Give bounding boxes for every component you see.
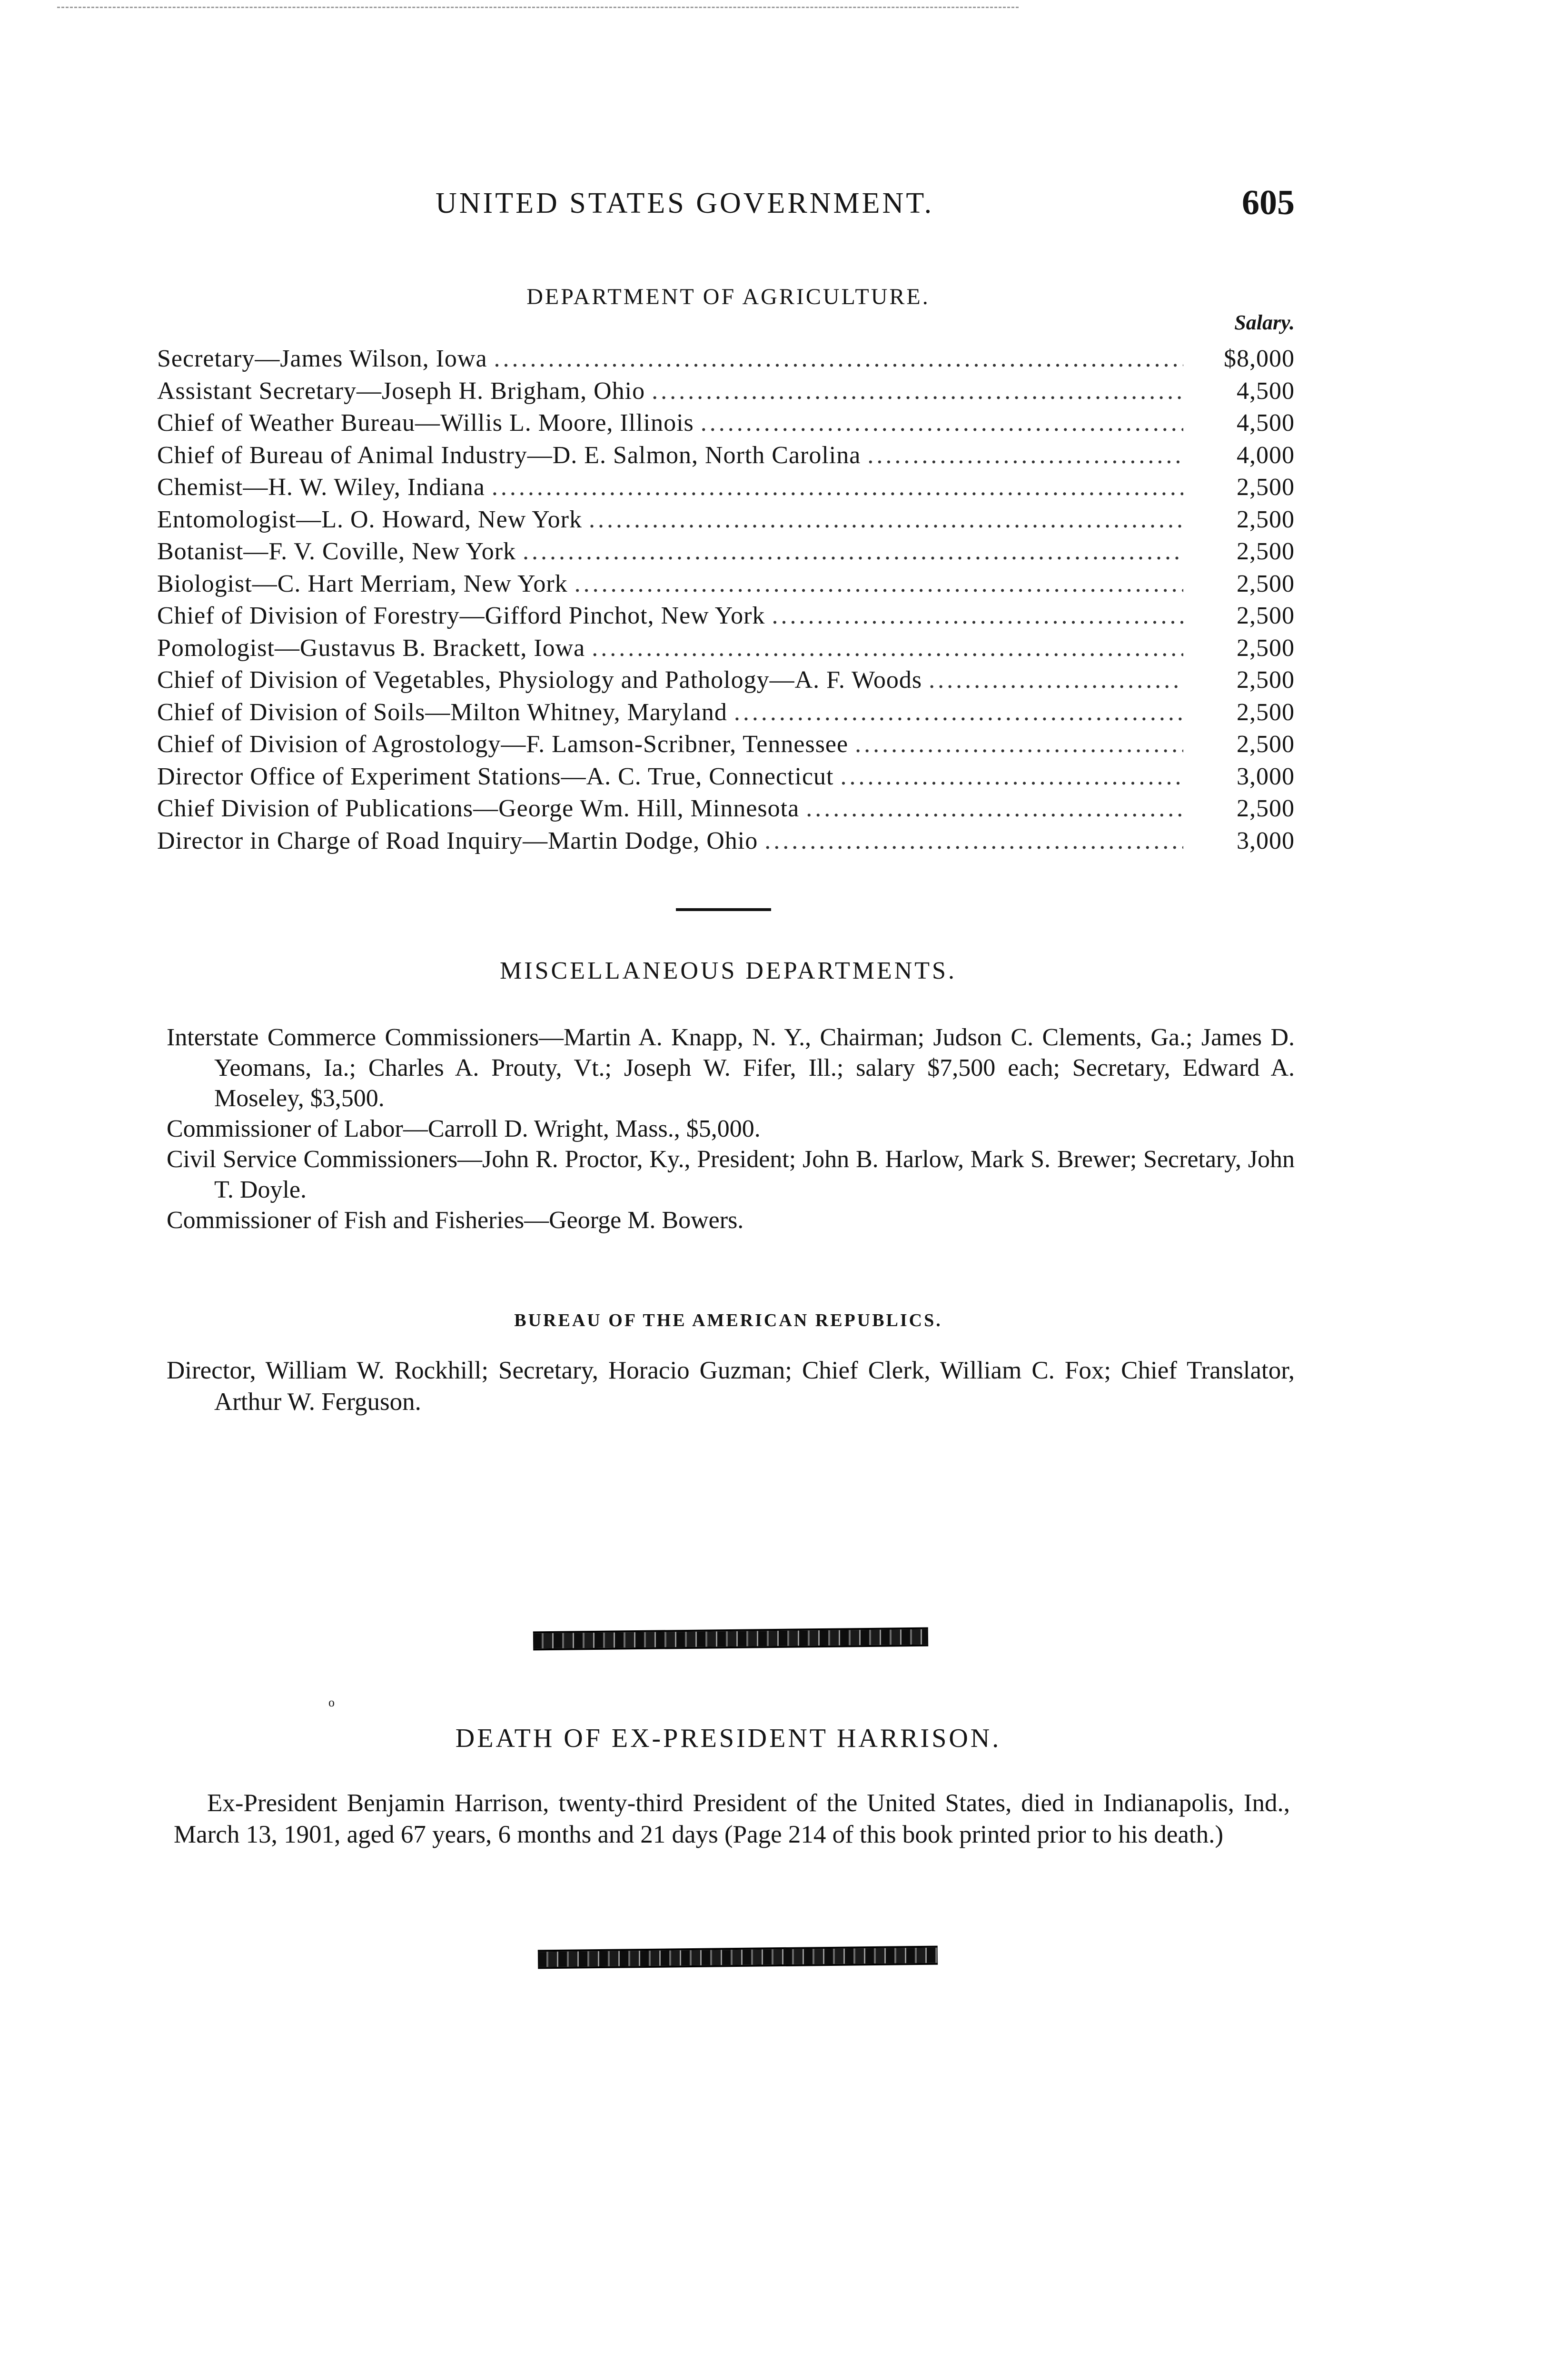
running-header — [162, 183, 1295, 229]
dot-leader — [855, 730, 1183, 758]
dot-leader — [764, 827, 1183, 855]
dot-leader — [652, 377, 1183, 405]
salary-row — [157, 698, 1295, 731]
salary-row-name: Botanist—F. V. Coville, New York — [157, 538, 516, 565]
salary-row — [157, 794, 1295, 827]
salary-row-name: Biologist—C. Hart Merriam, New York — [157, 570, 568, 597]
salary-row-amount: 2,500 — [1237, 666, 1295, 694]
misc-entry: Civil Service Commissioners—John R. Proctor, Ky., President; John B. Harlow, Mark S. Brewer; Secretary, John T. Doyle. — [167, 1146, 1295, 1203]
salary-row-amount: 2,500 — [1237, 474, 1295, 501]
salary-row-amount: 2,500 — [1237, 506, 1295, 533]
salary-row-amount: 2,500 — [1237, 538, 1295, 565]
stray-print-mark: o — [328, 1696, 335, 1709]
salary-row-name: Chemist—H. W. Wiley, Indiana — [157, 474, 485, 501]
salary-row-amount: 2,500 — [1237, 795, 1295, 822]
salary-row-name: Chief of Bureau of Animal Industry—D. E. Salmon, North Carolina — [157, 441, 861, 469]
salary-row — [157, 473, 1295, 506]
dot-leader — [575, 570, 1183, 598]
agriculture-section-title: DEPARTMENT OF AGRICULTURE. — [526, 284, 930, 309]
miscellaneous-section-title: MISCELLANEOUS DEPARTMENTS. — [500, 957, 957, 984]
death-notice-paragraph: Ex-President Benjamin Harrison, twenty-third President of the United States, died in Indianapolis, Ind., March 13, 1901, aged 67 years, 6 months and 21 days (Page 214 of this book printed prior to his death.) — [174, 1789, 1290, 1848]
salary-row-amount: 2,500 — [1237, 602, 1295, 629]
salary-row-name: Chief of Division of Agrostology—F. Lamson-Scribner, Tennessee — [157, 731, 849, 758]
death-notice-title: DEATH OF EX-PRESIDENT HARRISON. — [455, 1724, 1001, 1753]
salary-row-name: Director in Charge of Road Inquiry—Martin Dodge, Ohio — [157, 827, 758, 854]
salary-row-amount: 4,500 — [1237, 377, 1295, 405]
salary-row — [157, 666, 1295, 698]
salary-row-amount: 2,500 — [1237, 698, 1295, 726]
salary-row-amount: 3,000 — [1237, 827, 1295, 854]
bureau-section-title: BUREAU OF THE AMERICAN REPUBLICS. — [514, 1310, 942, 1330]
salary-row-amount: $8,000 — [1224, 345, 1295, 372]
salary-row-name: Pomologist—Gustavus B. Brackett, Iowa — [157, 634, 585, 662]
section-divider-rule — [676, 908, 771, 911]
salary-row — [157, 634, 1295, 666]
bureau-paragraph: Director, William W. Rockhill; Secretary, Horacio Guzman; Chief Clerk, William C. Fox; Chief Translator, Arthur W. Ferguson. — [167, 1357, 1295, 1416]
salary-row — [157, 377, 1295, 409]
salary-row-name: Secretary—James Wilson, Iowa — [157, 345, 487, 372]
dot-leader — [772, 602, 1183, 630]
salary-row-name: Chief of Division of Vegetables, Physiology and Pathology—A. F. Woods — [157, 666, 922, 694]
dot-leader — [494, 345, 1183, 373]
salary-row — [157, 570, 1295, 602]
dot-leader — [929, 666, 1183, 694]
salary-row — [157, 506, 1295, 538]
salary-row — [157, 827, 1295, 859]
salary-row — [157, 763, 1295, 795]
running-title: UNITED STATES GOVERNMENT. — [436, 187, 934, 219]
salary-row-amount: 2,500 — [1237, 634, 1295, 662]
dot-leader — [589, 506, 1183, 534]
salary-row-name: Entomologist—L. O. Howard, New York — [157, 506, 582, 533]
salary-row — [157, 441, 1295, 474]
misc-entry: Commissioner of Labor—Carroll D. Wright, Mass., $5,000. — [167, 1115, 761, 1142]
dot-leader — [840, 763, 1183, 791]
salary-row-name: Chief of Division of Soils—Milton Whitney, Maryland — [157, 698, 727, 726]
agriculture-salary-table — [157, 345, 1295, 859]
salary-row — [157, 345, 1295, 377]
dot-leader — [592, 634, 1183, 662]
ornamental-rule — [533, 1627, 928, 1651]
salary-row-name: Director Office of Experiment Stations—A. C. True, Connecticut — [157, 763, 834, 790]
salary-row-amount: 3,000 — [1237, 763, 1295, 790]
miscellaneous-entries — [167, 1022, 1295, 1236]
dot-leader — [492, 473, 1183, 501]
dot-leader — [734, 698, 1183, 726]
salary-row — [157, 409, 1295, 441]
salary-row-amount: 4,000 — [1237, 441, 1295, 469]
page-number: 605 — [1242, 183, 1295, 222]
salary-row-name: Chief of Weather Bureau—Willis L. Moore, Illinois — [157, 409, 694, 436]
salary-row-amount: 2,500 — [1237, 570, 1295, 597]
salary-row-name: Assistant Secretary—Joseph H. Brigham, Ohio — [157, 377, 645, 405]
dot-leader — [701, 409, 1183, 437]
salary-row — [157, 537, 1295, 570]
dot-leader — [523, 537, 1183, 565]
top-edge-rule — [57, 7, 1019, 8]
salary-row — [157, 730, 1295, 763]
salary-row — [157, 602, 1295, 634]
salary-column-heading: Salary. — [1234, 311, 1295, 334]
salary-row-amount: 2,500 — [1237, 731, 1295, 758]
salary-row-amount: 4,500 — [1237, 409, 1295, 436]
ornamental-rule — [538, 1946, 938, 1969]
salary-row-name: Chief of Division of Forestry—Gifford Pinchot, New York — [157, 602, 765, 629]
misc-entry: Interstate Commerce Commissioners—Martin A. Knapp, N. Y., Chairman; Judson C. Clements, Ga.; James D. Yeomans, Ia.; Charles A. Prouty, Vt.; Joseph W. Fifer, Ill.; salary $7,500 each; Secretary, Edward A. Moseley, $3,500. — [167, 1024, 1295, 1112]
dot-leader — [806, 794, 1183, 823]
dot-leader — [867, 441, 1183, 469]
misc-entry: Commissioner of Fish and Fisheries—George M. Bowers. — [167, 1207, 744, 1234]
salary-row-name: Chief Division of Publications—George Wm. Hill, Minnesota — [157, 795, 800, 822]
